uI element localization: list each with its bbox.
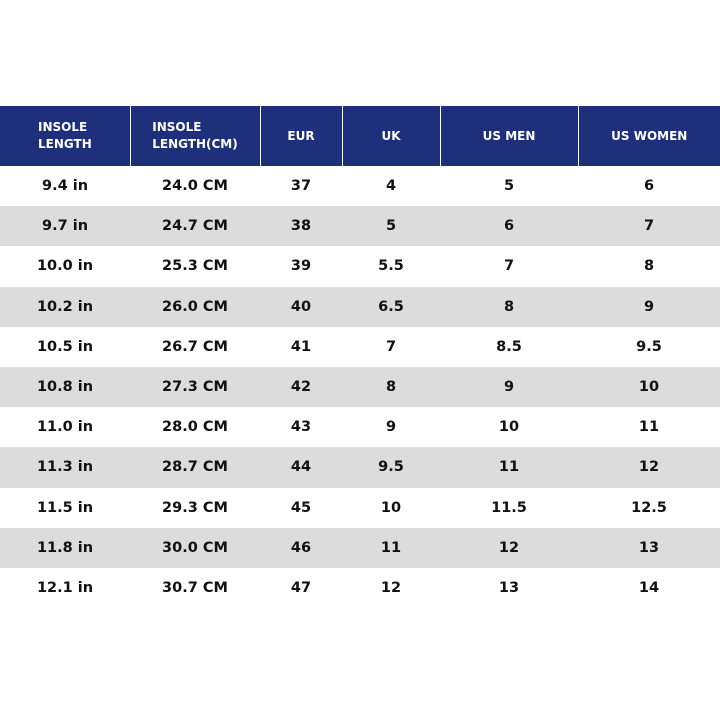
- cell-us-women-size: 6: [578, 166, 720, 206]
- cell-insole-length-in: 10.0 in: [0, 246, 130, 286]
- table-header: [0, 106, 720, 166]
- cell-uk-size: 10: [342, 488, 440, 528]
- cell-us-women-size: 10: [578, 367, 720, 407]
- cell-insole-length-cm: 28.0 CM: [130, 407, 260, 447]
- table-row: [0, 568, 720, 608]
- cell-eur-size: 39: [260, 246, 342, 286]
- cell-us-men-size: 8: [440, 287, 578, 327]
- cell-uk-size: 11: [342, 528, 440, 568]
- cell-uk-size: 4: [342, 166, 440, 206]
- cell-us-men-size: 7: [440, 246, 578, 286]
- cell-eur-size: 42: [260, 367, 342, 407]
- cell-eur-size: 45: [260, 488, 342, 528]
- cell-uk-size: 12: [342, 568, 440, 608]
- cell-us-women-size: 7: [578, 206, 720, 246]
- header-us-men: [440, 106, 578, 166]
- cell-eur-size: 44: [260, 447, 342, 487]
- cell-uk-size: 9: [342, 407, 440, 447]
- cell-insole-length-in: 11.8 in: [0, 528, 130, 568]
- header-insole-length-cm: [130, 106, 260, 166]
- cell-insole-length-in: 9.7 in: [0, 206, 130, 246]
- cell-us-women-size: 11: [578, 407, 720, 447]
- header-insole-length: [0, 106, 130, 166]
- cell-insole-length-cm: 30.0 CM: [130, 528, 260, 568]
- table-row: [0, 528, 720, 568]
- table-row: [0, 246, 720, 286]
- header-line: LENGTH(CM): [152, 137, 238, 151]
- header-line: US MEN: [482, 128, 536, 143]
- header-line: INSOLE: [38, 120, 88, 134]
- cell-us-men-size: 5: [440, 166, 578, 206]
- cell-us-women-size: 12: [578, 447, 720, 487]
- cell-insole-length-cm: 27.3 CM: [130, 367, 260, 407]
- header-line: EUR: [287, 128, 315, 143]
- header-line: INSOLE: [152, 120, 202, 134]
- cell-insole-length-in: 10.8 in: [0, 367, 130, 407]
- cell-uk-size: 5: [342, 206, 440, 246]
- cell-us-women-size: 9: [578, 287, 720, 327]
- cell-insole-length-cm: 25.3 CM: [130, 246, 260, 286]
- cell-us-men-size: 9: [440, 367, 578, 407]
- table-row: [0, 447, 720, 487]
- cell-us-women-size: 13: [578, 528, 720, 568]
- cell-insole-length-cm: 24.0 CM: [130, 166, 260, 206]
- cell-insole-length-in: 10.5 in: [0, 327, 130, 367]
- cell-us-women-size: 14: [578, 568, 720, 608]
- cell-eur-size: 41: [260, 327, 342, 367]
- cell-us-men-size: 13: [440, 568, 578, 608]
- cell-us-men-size: 8.5: [440, 327, 578, 367]
- cell-eur-size: 46: [260, 528, 342, 568]
- cell-us-women-size: 8: [578, 246, 720, 286]
- header-line: UK: [381, 128, 401, 143]
- table-row: [0, 407, 720, 447]
- cell-uk-size: 5.5: [342, 246, 440, 286]
- cell-insole-length-in: 9.4 in: [0, 166, 130, 206]
- header-eur: [260, 106, 342, 166]
- header-line: LENGTH: [38, 137, 92, 151]
- cell-eur-size: 38: [260, 206, 342, 246]
- cell-insole-length-in: 11.3 in: [0, 447, 130, 487]
- cell-us-women-size: 12.5: [578, 488, 720, 528]
- cell-insole-length-cm: 26.0 CM: [130, 287, 260, 327]
- cell-us-men-size: 10: [440, 407, 578, 447]
- cell-insole-length-cm: 24.7 CM: [130, 206, 260, 246]
- cell-insole-length-in: 12.1 in: [0, 568, 130, 608]
- header-row: [0, 106, 720, 166]
- cell-uk-size: 8: [342, 367, 440, 407]
- cell-us-women-size: 9.5: [578, 327, 720, 367]
- size-chart-table: [0, 106, 720, 608]
- cell-insole-length-cm: 26.7 CM: [130, 327, 260, 367]
- table-row: [0, 166, 720, 206]
- cell-eur-size: 37: [260, 166, 342, 206]
- cell-insole-length-cm: 30.7 CM: [130, 568, 260, 608]
- cell-insole-length-in: 11.0 in: [0, 407, 130, 447]
- table-row: [0, 327, 720, 367]
- header-uk: [342, 106, 440, 166]
- header-us-women: [578, 106, 720, 166]
- cell-uk-size: 9.5: [342, 447, 440, 487]
- table-row: [0, 488, 720, 528]
- table-body: [0, 166, 720, 608]
- cell-eur-size: 43: [260, 407, 342, 447]
- cell-eur-size: 47: [260, 568, 342, 608]
- cell-uk-size: 6.5: [342, 287, 440, 327]
- cell-us-men-size: 11: [440, 447, 578, 487]
- cell-insole-length-in: 11.5 in: [0, 488, 130, 528]
- cell-us-men-size: 12: [440, 528, 578, 568]
- table-row: [0, 367, 720, 407]
- cell-insole-length-cm: 28.7 CM: [130, 447, 260, 487]
- table-row: [0, 206, 720, 246]
- cell-eur-size: 40: [260, 287, 342, 327]
- header-line: US WOMEN: [611, 128, 688, 143]
- cell-insole-length-cm: 29.3 CM: [130, 488, 260, 528]
- cell-uk-size: 7: [342, 327, 440, 367]
- cell-insole-length-in: 10.2 in: [0, 287, 130, 327]
- cell-us-men-size: 11.5: [440, 488, 578, 528]
- cell-us-men-size: 6: [440, 206, 578, 246]
- table-row: [0, 287, 720, 327]
